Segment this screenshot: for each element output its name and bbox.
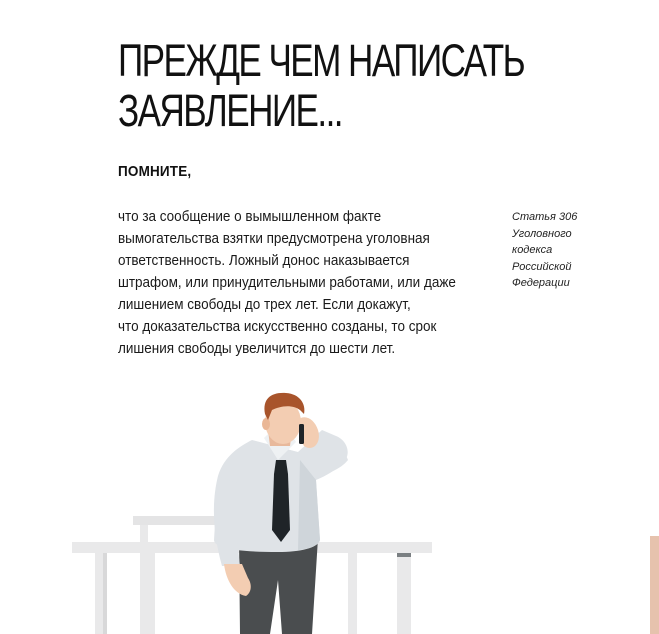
law-note-line: Уголовного [512, 227, 572, 240]
law-note-line: Российской [512, 260, 572, 273]
title-line-1: ПРЕЖДЕ ЧЕМ НАПИСАТЬ [118, 35, 525, 86]
body-line: вымогательства взятки предусмотрена уголовная [118, 230, 430, 247]
page-title [118, 35, 525, 136]
title-line-2: ЗАЯВЛЕНИЕ... [118, 85, 342, 136]
man-figure [214, 393, 348, 634]
page-edge-accent-bar [650, 536, 659, 634]
body-line: что доказательства искусственно созданы, то срок [118, 318, 437, 335]
body-line: ответственность. Ложный донос наказывается [118, 252, 410, 269]
body-line: что за сообщение о вымышленном факте [118, 208, 382, 225]
law-note-line: Федерации [512, 277, 570, 289]
law-note-line: кодекса [512, 244, 553, 256]
law-reference-note [512, 209, 592, 292]
remember-heading: ПОМНИТЕ, [118, 163, 192, 180]
warning-paragraph [118, 206, 471, 360]
body-line: лишения свободы увеличится до шести лет. [118, 340, 396, 357]
law-note-line: Статья 306 [512, 211, 578, 223]
body-line: штрафом, или принудительными работами, или даже [118, 274, 456, 291]
body-line: лишением свободы до трех лет. Если докажут, [118, 296, 411, 313]
man-on-phone-illustration [60, 385, 440, 634]
